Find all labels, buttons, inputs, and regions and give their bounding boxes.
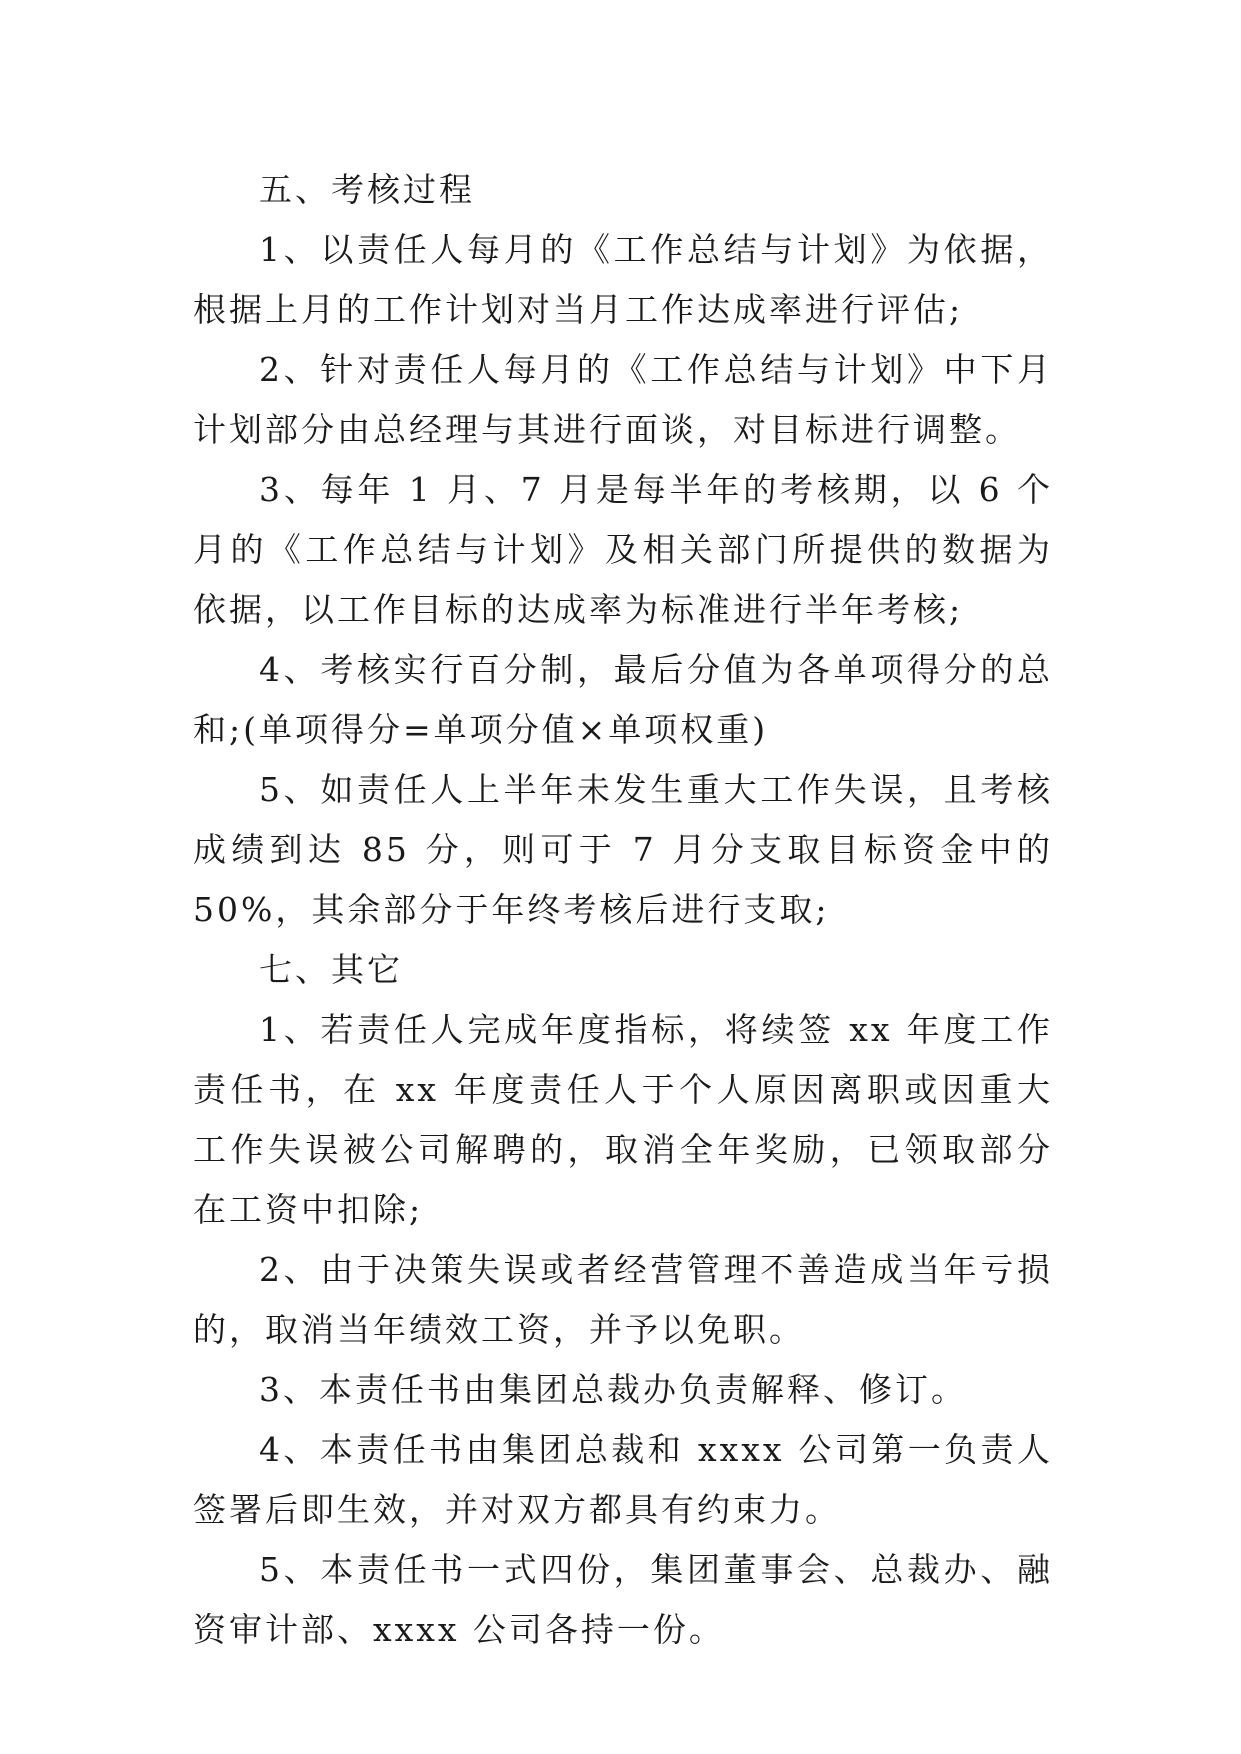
paragraph-other-1: 1、若责任人完成年度指标，将续签 xx 年度工作责任书，在 xx 年度责任人于个人原因离职或因重大工作失误被公司解聘的，取消全年奖励，已领取部分在工资中扣除;: [193, 1010, 1053, 1229]
section-heading-other: 七、其它: [259, 950, 403, 989]
paragraph-assessment-4: 4、考核实行百分制，最后分值为各单项得分的总和;(单项得分=单项分值×单项权重): [193, 650, 1053, 749]
paragraph-assessment-5: 5、如责任人上半年未发生重大工作失误，且考核成绩到达 85 分，则可于 7 月分支取目标资金中的 50%，其余部分于年终考核后进行支取;: [193, 770, 1053, 929]
paragraph-other-2: 2、由于决策失误或者经营管理不善造成当年亏损的，取消当年绩效工资，并予以免职。: [193, 1250, 1053, 1349]
paragraph-other-4: 4、本责任书由集团总裁和 xxxx 公司第一负责人签署后即生效，并对双方都具有约束力。: [193, 1430, 1053, 1529]
document-body: [193, 160, 1053, 1660]
paragraph-assessment-1: 1、以责任人每月的《工作总结与计划》为依据，根据上月的工作计划对当月工作达成率进行评估;: [193, 230, 1053, 329]
paragraph-assessment-2: 2、针对责任人每月的《工作总结与计划》中下月计划部分由总经理与其进行面谈，对目标进行调整。: [193, 350, 1053, 449]
paragraph-assessment-3: 3、每年 1 月、7 月是每半年的考核期，以 6 个月的《工作总结与计划》及相关部门所提供的数据为依据，以工作目标的达成率为标准进行半年考核;: [193, 470, 1053, 629]
section-heading-assessment-process: 五、考核过程: [259, 170, 475, 209]
paragraph-other-5: 5、本责任书一式四份，集团董事会、总裁办、融资审计部、xxxx 公司各持一份。: [193, 1550, 1053, 1649]
paragraph-other-3: 3、本责任书由集团总裁办负责解释、修订。: [259, 1370, 967, 1409]
